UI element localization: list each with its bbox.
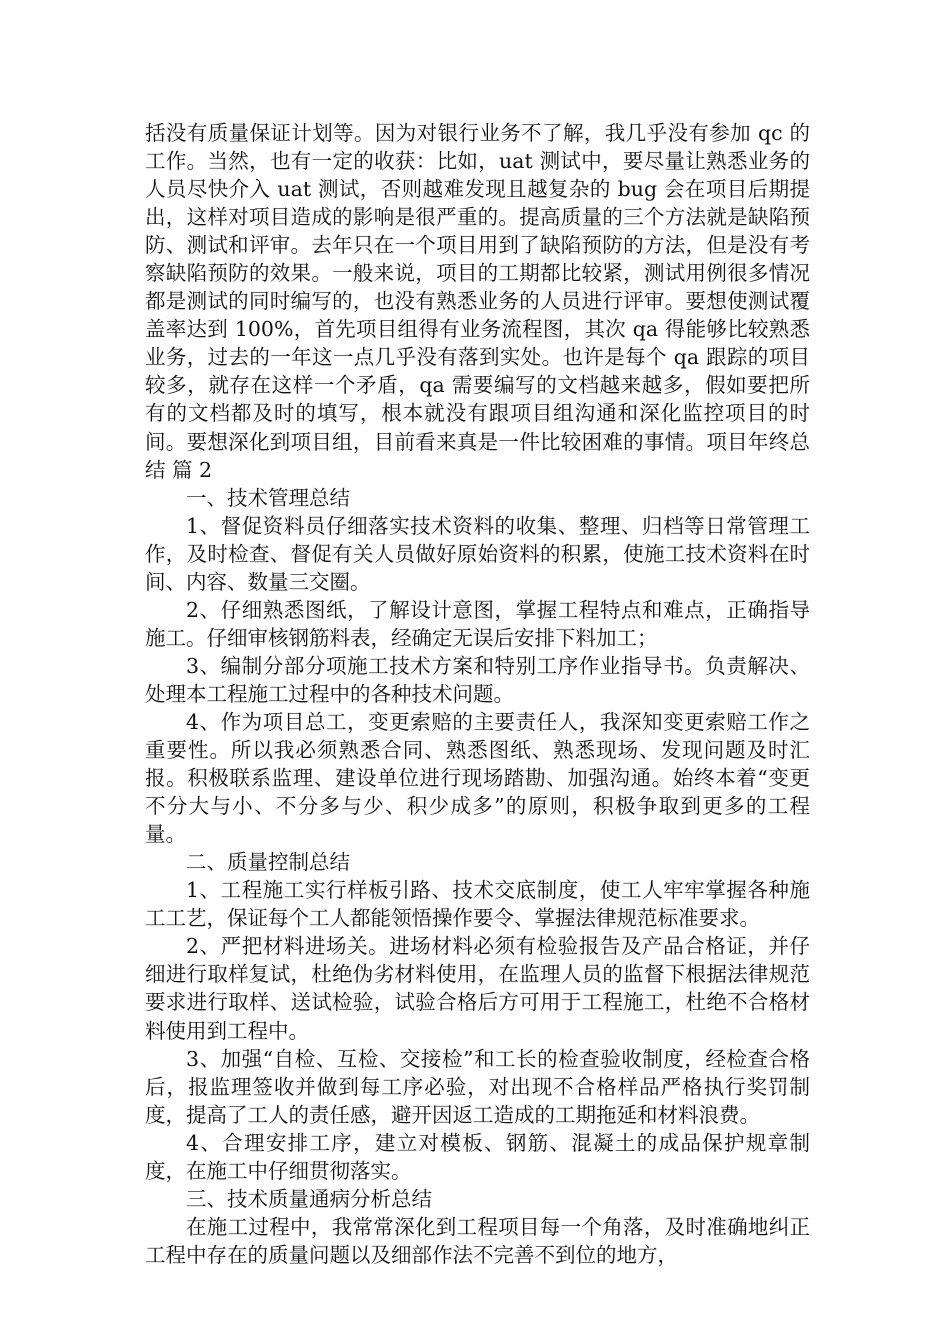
list-item: 2、仔细熟悉图纸，了解设计意图，掌握工程特点和难点，正确指导施工。仔细审核钢筋料表，经确定无误后安排下料加工； <box>145 597 810 650</box>
section-heading-common-defects: 三、技术质量通病分析总结 <box>186 1186 432 1211</box>
list-item: 4、作为项目总工，变更索赔的主要责任人，我深知变更索赔工作之重要性。所以我必须熟悉合同、熟悉图纸、熟悉现场、发现问题及时汇报。积极联系监理、建设单位进行现场踏勘、加强沟通。始终本着“变更不分大与小、不分多与少、积少成多”的原则，积极争取到更多的工程量。 <box>145 709 810 847</box>
section-heading-technical-management: 一、技术管理总结 <box>186 485 350 510</box>
list-item: 4、合理安排工序，建立对模板、钢筋、混凝土的成品保护规章制度，在施工中仔细贯彻落实。 <box>145 1130 810 1183</box>
list-item: 1、工程施工实行样板引路、技术交底制度，使工人牢牢掌握各种施工工艺，保证每个工人都能领悟操作要令、掌握法律规范标准要求。 <box>145 878 810 931</box>
document-page <box>145 119 810 1269</box>
list-item: 1、督促资料员仔细落实技术资料的收集、整理、归档等日常管理工作，及时检查、督促有关人员做好原始资料的积累，使施工技术资料在时间、内容、数量三交圈。 <box>145 513 810 594</box>
section-heading-quality-control: 二、质量控制总结 <box>186 850 350 875</box>
list-item: 3、编制分部分项施工技术方案和特别工序作业指导书。负责解决、处理本工程施工过程中的各种技术问题。 <box>145 653 810 706</box>
list-item: 2、严把材料进场关。进场材料必须有检验报告及产品合格证，并仔细进行取样复试，杜绝伪劣材料使用，在监理人员的监督下根据法律规范要求进行取样、送试检验，试验合格后方可用于工程施工，杜绝不合格材料使用到工程中。 <box>145 934 810 1043</box>
intro-paragraph: 括没有质量保证计划等。因为对银行业务不了解，我几乎没有参加 qc 的工作。当然，也有一定的收获：比如，uat 测试中，要尽量让熟悉业务的人员尽快介入 uat 测试，否则越难发现且越复杂的 bug 会在项目后期提出，这样对项目造成的影响是很严重的。提高质量的三个方法就是缺陷预防、测试和评审。去年只在一个项目用到了缺陷预防的方法，但是没有考察缺陷预防的效果。一般来说，项目的工期都比较紧，测试用例很多情况都是测试的同时编写的，也没有熟悉业务的人员进行评审。要想使测试覆盖率达到 100%，首先项目组得有业务流程图，其次 qa 得能够比较熟悉业务，过去的一年这一点几乎没有落到实处。也许是每个 qa 跟踪的项目较多，就存在这样一个矛盾，qa 需要编写的文档越来越多，假如要把所有的文档都及时的填写，根本就没有跟项目组沟通和深化监控项目的时间。要想深化到项目组，目前看来真是一件比较困难的事情。项目年终总结 篇 2 <box>145 121 810 482</box>
list-item: 3、加强“自检、互检、交接检”和工长的检查验收制度，经检查合格后，报监理签收并做到每工序必验，对出现不合格样品严格执行奖罚制度，提高了工人的责任感，避开因返工造成的工期拖延和材料浪费。 <box>145 1046 810 1127</box>
body-paragraph: 在施工过程中，我常常深化到工程项目每一个角落，及时准确地纠正工程中存在的质量问题以及细部作法不完善不到位的地方， <box>145 1214 810 1267</box>
